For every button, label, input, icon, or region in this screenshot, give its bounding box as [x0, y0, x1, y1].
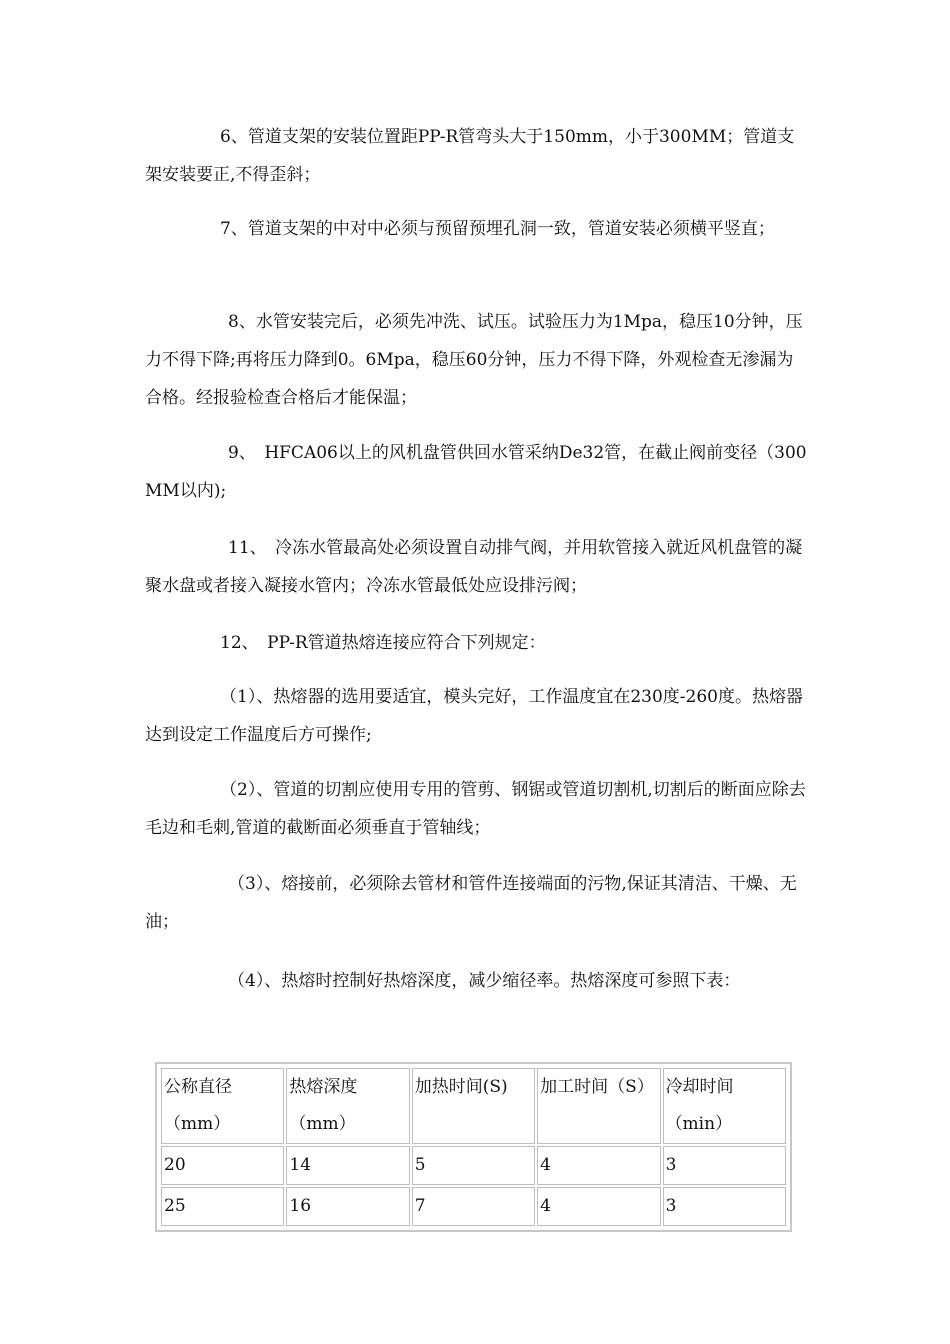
paragraph-7: 7、管道支架的中对中必须与预留预埋孔洞一致，管道安装必须横平竖直； [220, 219, 775, 239]
paragraph-6: 6、管道支架的安装位置距PP-R管弯头大于150mm，小于300MM；管道支架安装要正,不得歪斜； [145, 127, 795, 185]
paragraph-9: 9、 HFCA06以上的风机盘管供回水管采纳De32管，在截止阀前变径（300MM以内); [145, 443, 807, 501]
table-cell: 7 [412, 1187, 535, 1226]
header-unit: （mm） [164, 1114, 231, 1134]
paragraph-11: 11、 冷冻水管最高处必须设置自动排气阀，并用软管接入就近风机盘管的凝聚水盘或者接入凝接水管内；冷冻水管最低处应设排污阀； [145, 538, 803, 596]
table-cell: 25 [161, 1187, 284, 1226]
table-cell: 3 [663, 1146, 786, 1185]
header-unit: （min） [665, 1114, 733, 1134]
header-text: 加热时间(S) [414, 1077, 508, 1097]
header-cell-cooling-time [663, 1068, 786, 1144]
paragraph-12-item-2: （2）、管道的切割应使用专用的管剪、钢锯或管道切割机,切割后的断面应除去毛边和毛刺,管道的截断面必须垂直于管轴线； [145, 780, 806, 838]
paragraph-12-item-1: （1）、热熔器的选用要适宜，模头完好，工作温度宜在230度-260度。热熔器达到设定工作温度后方可操作; [145, 687, 803, 745]
table-header-row [161, 1068, 786, 1144]
paragraph-8: 8、水管安装完后，必须先冲洗、试压。试验压力为1Mpa，稳压10分钟，压力不得下降;再将压力降到0。6Mpa，稳压60分钟，压力不得下降，外观检查无渗漏为合格。经报验检查合格后才能保温； [145, 312, 803, 408]
header-unit: （mm） [289, 1114, 356, 1134]
table-cell: 16 [286, 1187, 409, 1226]
header-text: 加工时间（S） [540, 1077, 654, 1097]
table-row [161, 1146, 786, 1185]
table-cell: 4 [537, 1187, 660, 1226]
header-cell-fusion-depth [286, 1068, 409, 1144]
paragraph-12: 12、 PP-R管道热熔连接应符合下列规定： [220, 633, 546, 653]
fusion-depth-table [155, 1062, 792, 1232]
header-text: 公称直径 [164, 1077, 232, 1097]
header-cell-nominal-diameter [161, 1068, 284, 1144]
table-cell: 3 [663, 1187, 786, 1226]
header-cell-processing-time [537, 1068, 660, 1144]
table-cell: 14 [286, 1146, 409, 1185]
header-text: 热熔深度 [289, 1077, 358, 1097]
paragraph-12-item-4: （4）、热熔时控制好热熔深度，减少缩径率。热熔深度可参照下表： [228, 971, 741, 991]
table-cell: 20 [161, 1146, 284, 1185]
header-text: 冷却时间 [665, 1077, 734, 1097]
table-row [161, 1187, 786, 1226]
header-cell-heating-time [412, 1068, 535, 1144]
fusion-table [159, 1066, 788, 1228]
table-cell: 4 [537, 1146, 660, 1185]
paragraph-12-item-3: （3）、熔接前，必须除去管材和管件连接端面的污物,保证其清洁、干燥、无油； [145, 874, 797, 932]
table-cell: 5 [412, 1146, 535, 1185]
